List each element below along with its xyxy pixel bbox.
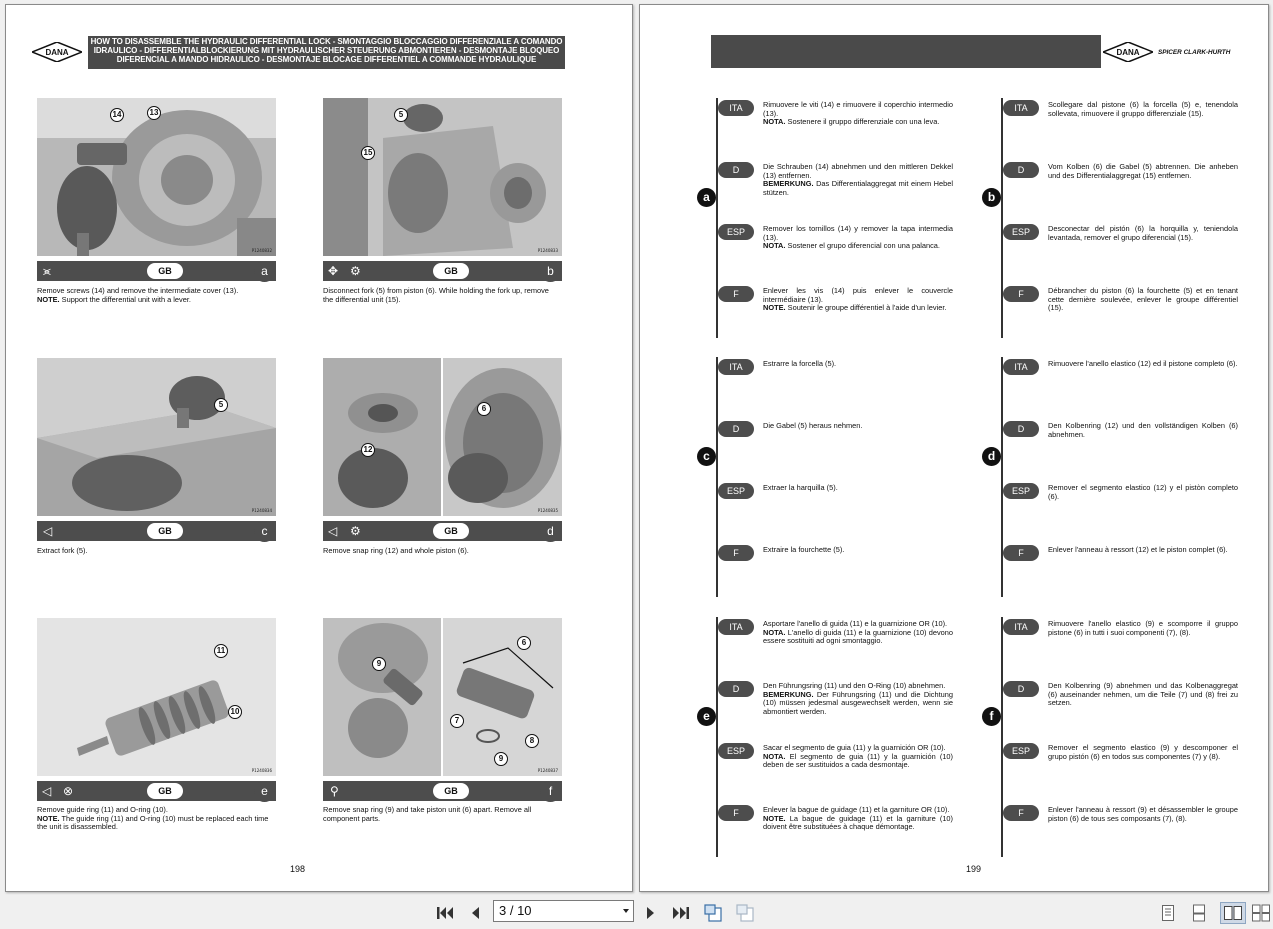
translation-text-d: Die Gabel (5) heraus nehmen. [763, 421, 863, 430]
block-rule [1001, 357, 1003, 597]
single-page-view-icon[interactable] [1158, 903, 1178, 923]
translation-text-d: Den Führungsring (11) und den O-Ring (10) abnehmen. BEMERKUNG. Der Führungsring (11) und die Dichtung (10) müssen jedesmal ausgewechselt werden, wenn sie abmontiert werden. [763, 681, 953, 716]
translation-text-ita: Rimuovere le viti (14) e rimuovere il coperchio intermedio (13). NOTA. Sostenere il gruppo differenziale con una leva. [763, 100, 953, 126]
chevron-down-icon [623, 909, 629, 913]
translation-text-d: Vom Kolben (6) die Gabel (5) abtrennen. Die anheben und des Differentialaggregat (15) entfernen. [1048, 162, 1238, 180]
translation-text-f: Enlever la bague de guidage (11) et la garniture OR (10). NOTE. La bague de guidage (11) et la garniture (10) doivent être substituées à chaque démontage. [763, 805, 954, 831]
extract-icon: ◁ [328, 524, 338, 538]
photo-code: P1240835 [537, 508, 558, 513]
lang-badge-ita: ITA [1003, 100, 1039, 116]
facing-view-icon[interactable] [1220, 902, 1246, 924]
lang-badge-gb: GB [147, 263, 183, 279]
header-bar [711, 35, 1101, 68]
translation-text-f: Débrancher du piston (6) la fourchette (5) et en tenant cette dernière soulevée, enlever le groupe différentiel (15). [1048, 286, 1238, 312]
callout-7: 7 [450, 714, 464, 728]
brand-subtitle: SPICER CLARK-HURTH [1158, 49, 1231, 56]
photo-step-a [37, 98, 276, 256]
lang-badge-d: D [718, 162, 754, 178]
translation-text-ita: Scollegare dal pistone (6) la forcella (5) e, tenendola sollevata, rimuovere il gruppo differenziale (15). [1048, 100, 1238, 118]
lang-badge-gb: GB [147, 783, 183, 799]
step-letter-a: a [254, 261, 275, 282]
photo-code: P1240836 [251, 768, 272, 773]
wrench-icon: ⪤ [43, 264, 51, 278]
callout-13: 13 [147, 106, 161, 120]
step-letter-b: b [540, 261, 561, 282]
next-page-icon[interactable] [641, 903, 661, 923]
lang-badge-ita: ITA [718, 100, 754, 116]
photo-step-c [37, 358, 276, 516]
instruction-bar-f [323, 781, 562, 801]
callout-14: 14 [110, 108, 124, 122]
pdf-page-left [5, 4, 633, 892]
section-title: HOW TO DISASSEMBLE THE HYDRAULIC DIFFERENTIAL LOCK - SMONTAGGIO BLOCCAGGIO DIFFERENZIALE A COMANDO IDRAULICO - DIFFERENTIALBLOCKIERUNG MIT HYDRAULISCHER STEUERUNG ABMONTIEREN - DESMONTAJE BLOQUEO DIFERENCIAL A MANDO HIDRAULICO - DESMONTAJE BLOCAGE DIFFERENTIEL A COMMANDE HYDRAULIQUE [88, 36, 565, 69]
lang-badge-f: F [718, 286, 754, 302]
translation-text-ita: Rimuovere l'anello elastico (12) ed il pistone completo (6). [1048, 359, 1238, 368]
step-letter-d: d [540, 521, 561, 542]
step-text-f: Remove snap ring (9) and take piston unit (6) apart. Remove all component parts. [323, 805, 532, 823]
block-rule [716, 357, 718, 597]
lang-badge-esp: ESP [1003, 743, 1039, 759]
lang-badge-ita: ITA [1003, 359, 1039, 375]
lang-badge-esp: ESP [718, 483, 754, 499]
lang-badge-esp: ESP [718, 224, 754, 240]
lang-badge-d: D [718, 421, 754, 437]
callout-5: 5 [394, 108, 408, 122]
callout-5: 5 [214, 398, 228, 412]
translation-text-esp: Remover el segmento elastico (9) y descomponer el grupo pistón (6) en todos sus componentes (7) y (8). [1048, 743, 1238, 761]
instruction-bar-c [37, 521, 276, 541]
callout-12: 12 [361, 443, 375, 457]
step-text-d: Remove snap ring (12) and whole piston (6). [323, 546, 469, 555]
photo-step-e [37, 618, 276, 776]
step-text-e: Remove guide ring (11) and O-ring (10). NOTE. The guide ring (11) and O-ring (10) must be replaced each time the unit is disassembled. [37, 805, 269, 832]
lang-badge-d: D [1003, 421, 1039, 437]
translation-text-f: Enlever les vis (14) puis enlever le couvercle intermédiaire (13). NOTE. Soutenir le groupe différentiel à l'aide d'un levier. [763, 286, 953, 312]
prev-page-icon[interactable] [465, 903, 485, 923]
replace-seal-icon: ⊗ [63, 784, 74, 798]
step-letter-d: d [982, 447, 1001, 466]
pliers-icon: ⚲ [330, 784, 339, 798]
page-number: 199 [966, 864, 982, 874]
facing-continuous-view-icon[interactable] [1251, 903, 1271, 923]
translation-text-d: Den Kolbenring (9) abnehmen und das Kolbenaggregat (6) auseinander nehmen, um die Teile (7) und (8) frei zu setzen. [1048, 681, 1238, 707]
gear-remove-icon: ⚙ [350, 524, 361, 538]
instruction-bar-e [37, 781, 276, 801]
svg-text:DANA: DANA [45, 48, 69, 57]
step-letter-a: a [697, 188, 716, 207]
instruction-bar-b [323, 261, 562, 281]
callout-9: 9 [372, 657, 386, 671]
lang-badge-d: D [1003, 162, 1039, 178]
step-text-a: Remove screws (14) and remove the intermediate cover (13). NOTE. Support the differential unit with a lever. [37, 286, 239, 304]
page-number-select[interactable]: 3 / 10 [493, 900, 634, 922]
page-number: 198 [290, 864, 306, 874]
last-page-icon[interactable] [671, 903, 691, 923]
translation-text-esp: Remover los tornillos (14) y remover la tapa intermedia (13). NOTA. Sostener el grupo diferencial con una palanca. [763, 224, 953, 250]
lang-badge-gb: GB [433, 263, 469, 279]
translation-text-ita: Estrarre la forcella (5). [763, 359, 837, 368]
translation-text-d: Die Schrauben (14) abnehmen und den mittleren Dekkel (13) entfernen. BEMERKUNG. Das Differentialaggregat mit einem Hebel stützen. [763, 162, 953, 197]
step-letter-b: b [982, 188, 1001, 207]
callout-9b: 9 [494, 752, 508, 766]
dana-logo [1103, 42, 1153, 62]
continuous-view-icon[interactable] [1189, 903, 1209, 923]
translation-text-esp: Desconectar del pistón (6) la horquilla y, teniendola levantada, remover el grupo diferencial (15). [1048, 224, 1238, 242]
step-letter-f: f [540, 781, 561, 802]
callout-11: 11 [214, 644, 228, 658]
step-text-b: Disconnect fork (5) from piston (6). While holding the fork up, remove the differential unit (15). [323, 286, 549, 304]
photo-step-d [323, 358, 562, 516]
extract-icon: ◁ [43, 524, 53, 538]
photo-step-f [323, 618, 562, 776]
lang-badge-ita: ITA [1003, 619, 1039, 635]
translation-text-d: Den Kolbenring (12) und den vollständigen Kolben (6) abnehmen. [1048, 421, 1238, 439]
lang-badge-gb: GB [433, 783, 469, 799]
step-letter-f: f [982, 707, 1001, 726]
translation-text-f: Extraire la fourchette (5). [763, 545, 845, 554]
photo-code: P1240833 [537, 248, 558, 253]
pdf-page-right [639, 4, 1269, 892]
photo-code: P1240834 [251, 508, 272, 513]
extract-icon: ◁ [42, 784, 52, 798]
gear-remove-icon: ⚙ [350, 264, 361, 278]
lang-badge-d: D [1003, 681, 1039, 697]
callout-6: 6 [517, 636, 531, 650]
callout-8: 8 [525, 734, 539, 748]
step-letter-e: e [254, 781, 275, 802]
lang-badge-f: F [1003, 805, 1039, 821]
dana-logo [32, 42, 82, 62]
lang-badge-f: F [718, 805, 754, 821]
translation-text-esp: Extraer la harquilla (5). [763, 483, 838, 492]
lang-badge-gb: GB [147, 523, 183, 539]
callout-6: 6 [477, 402, 491, 416]
translation-text-esp: Remover el segmento elastico (12) y el pistòn completo (6). [1048, 483, 1238, 501]
pdf-viewer-toolbar [0, 897, 1273, 929]
lang-badge-esp: ESP [718, 743, 754, 759]
photo-step-b [323, 98, 562, 256]
lang-badge-gb: GB [433, 523, 469, 539]
callout-10: 10 [228, 705, 242, 719]
rotate-icon[interactable] [703, 903, 723, 923]
callout-15: 15 [361, 146, 375, 160]
lang-badge-esp: ESP [1003, 224, 1039, 240]
lang-badge-ita: ITA [718, 619, 754, 635]
svg-text:DANA: DANA [1116, 48, 1140, 57]
lang-badge-f: F [1003, 545, 1039, 561]
instruction-bar-a [37, 261, 276, 281]
translation-text-f: Enlever l'anneau à ressort (9) et désassembler le groupe piston (6) de tous ses composants (7), (8). [1048, 805, 1238, 823]
disconnect-icon: ✥ [328, 264, 339, 278]
rotate-disabled-icon[interactable] [735, 903, 755, 923]
lang-badge-esp: ESP [1003, 483, 1039, 499]
step-letter-c: c [254, 521, 275, 542]
lang-badge-d: D [718, 681, 754, 697]
photo-code: P1240837 [537, 768, 558, 773]
translation-text-esp: Sacar el segmento de guia (11) y la guarnición OR (10). NOTA. El segmento de guia (11) y la guarnición (10) deben de ser sustituidos a cada desmontaje. [763, 743, 953, 769]
step-letter-c: c [697, 447, 716, 466]
photo-code: P1240832 [251, 248, 272, 253]
lang-badge-ita: ITA [718, 359, 754, 375]
lang-badge-f: F [1003, 286, 1039, 302]
translation-text-ita: Asportare l'anello di guida (11) e la guarnizione OR (10). NOTA. L'anello di guida (11) e la guarnizione (10) devono essere sostituiti ad ogni smontaggio. [763, 619, 953, 645]
step-text-c: Extract fork (5). [37, 546, 88, 555]
translation-text-f: Enlever l'anneau à ressort (12) et le piston complet (6). [1048, 545, 1228, 554]
lang-badge-f: F [718, 545, 754, 561]
translation-text-ita: Rimuovere l'anello elastico (9) e scomporre il gruppo pistone (6) in tutti i suoi componenti (7), (8). [1048, 619, 1238, 637]
instruction-bar-d [323, 521, 562, 541]
step-letter-e: e [697, 707, 716, 726]
first-page-icon[interactable] [435, 903, 455, 923]
